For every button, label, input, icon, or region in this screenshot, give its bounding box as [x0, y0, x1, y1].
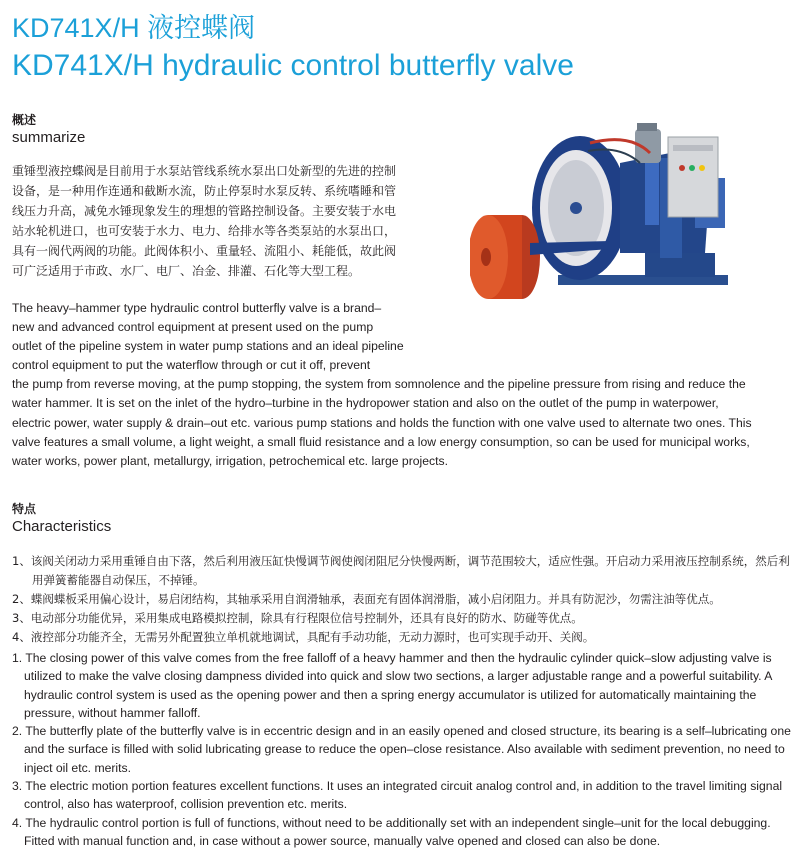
title-en: KD741X/H hydraulic control butterfly valve	[12, 49, 574, 82]
summary-line: water hammer. It is set on the inlet of the hydro–turbine in the hydropower station and also on the outlet of the pump in waterpower,	[12, 396, 719, 411]
summary-line: outlet of the pipeline system in water pump stations and an ideal pipeline	[12, 339, 404, 354]
characteristics-list-en	[12, 649, 792, 850]
summary-line: the pump from reverse moving, at the pump stopping, the system from somnolence and the pipeline pressure from rising and reduce the	[12, 377, 746, 392]
summary-paragraph-en	[12, 299, 790, 471]
list-item: 3. The electric motion portion features excellent functions. It uses an integrated circuit analog control and, in addition to the travel limiting signal control, also has waterproof, collision prevention etc. merits.	[12, 779, 783, 812]
summary-heading-en: summarize	[12, 129, 86, 146]
characteristics-list-zh	[12, 552, 792, 647]
characteristics-heading-zh: 特点	[12, 502, 37, 516]
summary-line: water works, power plant, metallurgy, irrigation, petrochemical etc. large projects.	[12, 453, 448, 468]
list-item: 4. The hydraulic control portion is full of functions, without need to be additionally set with an independent single–unit for the local debugging. Fitted with manual function and, in case without a power source, manually valve opened and closed can also be done.	[12, 815, 771, 848]
summary-heading-zh: 概述	[12, 113, 37, 127]
title-zh: KD741X/H 液控蝶阀	[12, 13, 256, 43]
list-item: 3、电动部分功能优异，采用集成电路模拟控制，除具有行程限位信号控制外，还具有良好的防水、防碰等优点。	[12, 611, 583, 625]
summary-line: electric power, water supply & drain–out etc. various pump stations and holds the function with one valve used to alternate two ones. This	[12, 415, 752, 430]
butterfly-valve-photo	[470, 123, 800, 301]
list-item: 2. The butterfly plate of the butterfly valve is in eccentric design and in an easily opened and closed structure, its bearing is a self–lubricating one and the surface is filled with solid lubricating grease to reduce the open–close resistance. Also available with sediment prevention, no need to inject oil etc. merits.	[12, 724, 791, 775]
summary-line: control equipment to put the waterflow through or cut it off, prevent	[12, 358, 371, 373]
summary-line: valve features a small volume, a light weight, a small fluid resistance and a low energy consumption, so can be used for municipal works,	[12, 434, 750, 449]
summary-paragraph-zh: 重锤型液控蝶阀是目前用于水泵站管线系统水泵出口处新型的先进的控制设备，是一种用作连通和截断水流，防止停泵时水泵反转、系统嗜睡和管线压力升高，减免水锤现象发生的理想的管路控制设备。主要安装于水电站水轮机进口，也可安装于水力、电力、给排水等各类泵站的水泵出口，具有一阀代两阀的功能。此阀体积小、重量轻、流阻小、耗能低，故此阀可广泛适用于市政、水厂、电厂、冶金、排灌、石化等大型工程。	[12, 164, 397, 278]
summary-line: new and advanced control equipment at present used on the pump	[12, 320, 374, 335]
summary-line: The heavy–hammer type hydraulic control butterfly valve is a brand–	[12, 301, 382, 315]
list-item: 1. The closing power of this valve comes from the free falloff of a heavy hammer and then the hydraulic cylinder quick–slow adjusting valve is utilized to make the valve closing dampness divided into quick and slow two sections, a larger adjustable range and a powerful suitability. A hydraulic control system is used as the opening power and then a spring energy accumulator is utilized for automatically maintaining the pressure, without hammer falloff.	[12, 651, 772, 720]
list-item: 4、液控部分功能齐全，无需另外配置独立单机就地调试，具配有手动功能，无动力源时，也可实现手动开、关阀。	[12, 630, 595, 644]
list-item: 1、该阀关闭动力采用重锤自由下落，然后利用液压缸快慢调节阀使阀闭阻尼分快慢两断，调节范围较大，适应性强。开启动力采用液压控制系统，然后利用弹簧蓄能器自动保压，不掉锤。	[12, 554, 790, 587]
list-item: 2、蝶阀蝶板采用偏心设计，易启闭结构，其轴承采用自润滑轴承，表面充有固体润滑脂，减小启闭阻力。并具有防泥沙，勿需注油等优点。	[12, 592, 721, 606]
characteristics-heading-en: Characteristics	[12, 518, 112, 535]
